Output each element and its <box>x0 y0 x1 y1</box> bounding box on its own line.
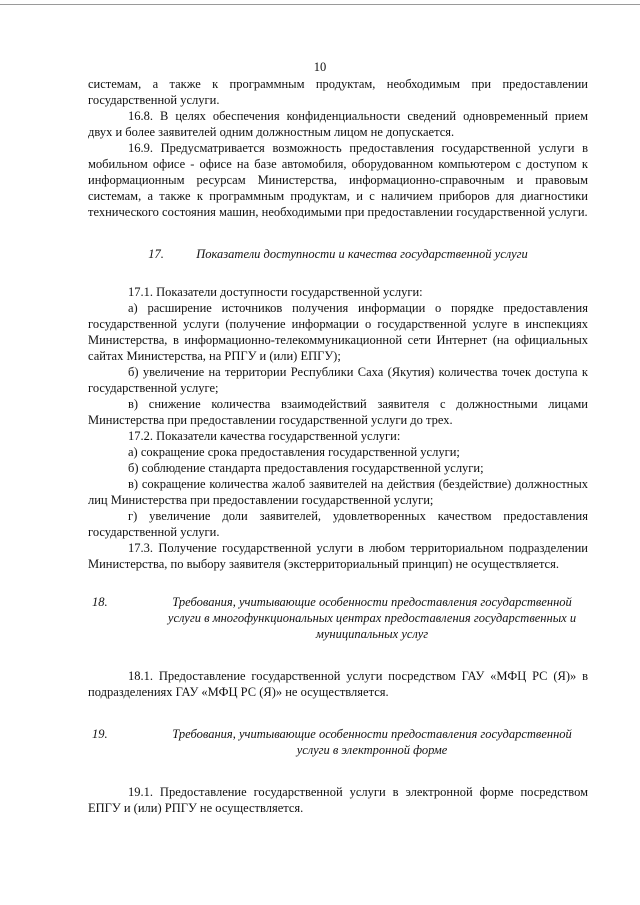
paragraph-continuation: системам, а также к программным продуктам, необходимым при предоставлении государственной услуги. <box>88 77 588 107</box>
list-item-a: а) сокращение срока предоставления государственной услуги; <box>128 445 460 459</box>
scan-edge-line <box>0 4 640 5</box>
paragraph-17-1: 17.1. Показатели доступности государственной услуги: <box>128 285 423 299</box>
list-item-b: б) соблюдение стандарта предоставления государственной услуги; <box>128 461 484 475</box>
paragraph-16-8: 16.8. В целях обеспечения конфиденциальности сведений одновременный прием двух и более заявителей одним должностным лицом не допускается. <box>88 109 588 139</box>
paragraph-19-1: 19.1. Предоставление государственной услуги в электронной форме посредством ЕПГУ и (или) РПГУ не осуществляется. <box>88 785 588 815</box>
paragraph-16-9: 16.9. Предусматривается возможность предоставления государственной услуги в мобильном офисе - офисе на базе автомобиля, оборудованном компьютером с доступом к информационным ресурсам Министерства, информационно-справочным и правовым системам, а также к программным продуктам, и с наличием приборов для диагностики технического состояния машин, необходимыми при предоставлении государственной услуги. <box>88 141 588 219</box>
list-item-d: г) увеличение доли заявителей, удовлетворенных качеством предоставления государственной услуги. <box>88 509 588 539</box>
section-number: 17. <box>148 247 164 261</box>
section-heading-18 <box>88 594 588 642</box>
paragraph-17-3: 17.3. Получение государственной услуги в любом территориальном подразделении Министерства, по выбору заявителя (экстерриториальный принцип) не осуществляется. <box>88 541 588 571</box>
list-item-b: б) увеличение на территории Республики Саха (Якутия) количества точек доступа к государственной услуге; <box>88 365 588 395</box>
section-title: Требования, учитывающие особенности предоставления государственной услуги в многофункциональных центрах предоставления государственных и муниципальных услуг <box>167 595 577 641</box>
section-title: Показатели доступности и качества государственной услуги <box>196 247 528 261</box>
section-number: 19. <box>92 727 108 741</box>
section-heading-17 <box>88 246 588 262</box>
section-heading-19 <box>88 726 588 758</box>
paragraph-17-2: 17.2. Показатели качества государственной услуги: <box>128 429 401 443</box>
list-item-c: в) снижение количества взаимодействий заявителя с должностными лицами Министерства при предоставлении государственной услуги до трех. <box>88 397 588 427</box>
page-number: 10 <box>313 60 327 74</box>
paragraph-18-1: 18.1. Предоставление государственной услуги посредством ГАУ «МФЦ РС (Я)» в подразделениях ГАУ «МФЦ РС (Я)» не осуществляется. <box>88 669 588 699</box>
document-body <box>88 76 588 816</box>
list-item-a: а) расширение источников получения информации о порядке предоставления государственной услуги (получение информации о государственной услуге в инспекциях Министерства, в информационно-телекоммуникационной сети Интернет (на официальных сайтах Министерства, на РПГУ и (или) ЕПГУ); <box>88 301 588 363</box>
list-item-c: в) сокращение количества жалоб заявителей на действия (бездействие) должностных лиц Министерства при предоставлении государственной услуги; <box>88 477 588 507</box>
section-number: 18. <box>92 595 108 609</box>
section-title: Требования, учитывающие особенности предоставления государственной услуги в электронной форме <box>172 727 572 757</box>
